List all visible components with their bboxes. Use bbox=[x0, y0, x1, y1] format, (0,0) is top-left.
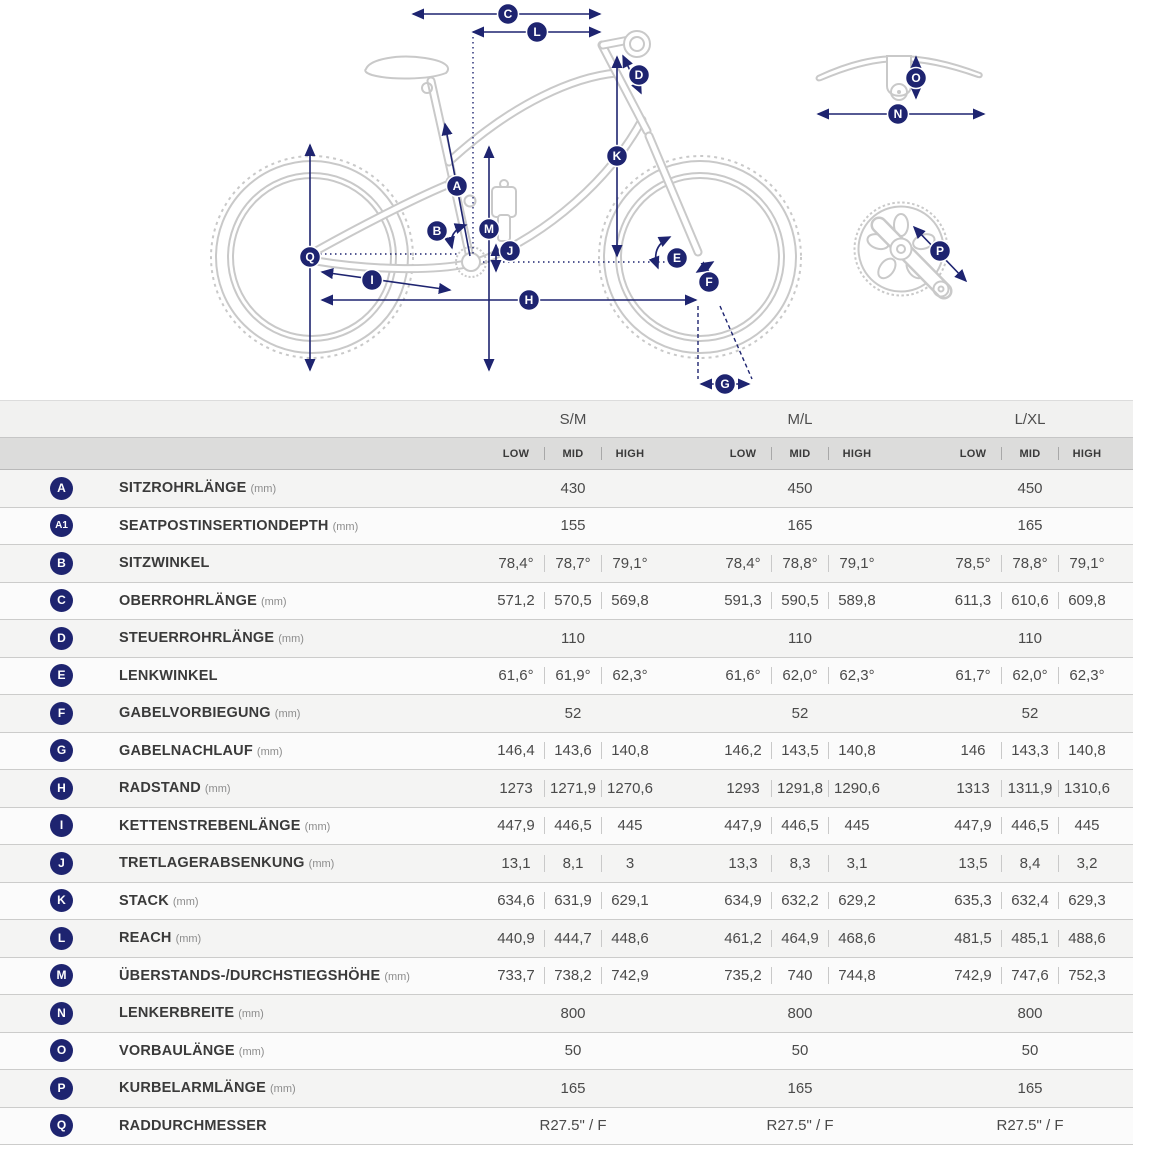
cell-value: 165 bbox=[560, 1079, 586, 1097]
cell-value: 1273 bbox=[499, 779, 533, 797]
svg-text:Q: Q bbox=[305, 250, 315, 264]
cell-value: 8,3 bbox=[789, 854, 811, 872]
cell-value: 446,5 bbox=[554, 817, 592, 835]
cell-value: 78,5° bbox=[955, 554, 991, 572]
row-badge: O bbox=[50, 1039, 73, 1062]
badge-i bbox=[362, 270, 383, 291]
cell-value: 571,2 bbox=[497, 592, 535, 610]
badge-g bbox=[715, 374, 736, 395]
row-badge: G bbox=[50, 739, 73, 762]
cell-value: 733,7 bbox=[497, 967, 535, 985]
cell-value: 485,1 bbox=[1011, 929, 1049, 947]
cell-value: R27.5" / F bbox=[766, 1117, 834, 1135]
cell-value: 140,8 bbox=[838, 742, 876, 760]
table-row bbox=[0, 583, 1133, 621]
cell-value: 62,3° bbox=[839, 667, 875, 685]
cell-value: R27.5" / F bbox=[996, 1117, 1064, 1135]
cell-value: 740 bbox=[787, 967, 813, 985]
row-label: GABELNACHLAUF bbox=[119, 742, 253, 759]
row-label: STEUERROHRLÄNGE bbox=[119, 630, 275, 647]
table-row bbox=[0, 770, 1133, 808]
row-badge: I bbox=[50, 814, 73, 837]
svg-text:I: I bbox=[370, 273, 374, 287]
handlebar-grip bbox=[624, 31, 650, 57]
cell-value: 8,4 bbox=[1019, 854, 1041, 872]
setting-header: HIGH bbox=[1072, 447, 1102, 460]
cell-value: 1290,6 bbox=[834, 779, 880, 797]
table-row bbox=[0, 845, 1133, 883]
cell-value: 1311,9 bbox=[1007, 779, 1053, 797]
badge-o bbox=[906, 68, 927, 89]
badge-e bbox=[667, 248, 688, 269]
cell-value: 61,6° bbox=[498, 667, 534, 685]
cell-value: 611,3 bbox=[954, 592, 992, 610]
row-label: LENKWINKEL bbox=[119, 667, 218, 684]
cell-value: 800 bbox=[787, 1004, 813, 1022]
badge-b bbox=[427, 221, 448, 242]
cell-value: 742,9 bbox=[611, 967, 649, 985]
row-label: SITZWINKEL bbox=[119, 555, 210, 572]
cell-value: 50 bbox=[791, 1042, 809, 1060]
cell-value: 446,5 bbox=[781, 817, 819, 835]
cell-value: 464,9 bbox=[781, 929, 819, 947]
steering-axis-dashed-line bbox=[720, 306, 752, 379]
cell-value: 631,9 bbox=[554, 892, 592, 910]
table-row bbox=[0, 920, 1133, 958]
table-row bbox=[0, 883, 1133, 921]
cell-value: 629,3 bbox=[1068, 892, 1106, 910]
cell-value: 1271,9 bbox=[550, 779, 596, 797]
cell-value: 444,7 bbox=[554, 929, 592, 947]
cell-value: 570,5 bbox=[554, 592, 592, 610]
cell-value: 3 bbox=[625, 854, 635, 872]
cell-value: 52 bbox=[1021, 704, 1039, 722]
row-unit: (mm) bbox=[256, 745, 283, 758]
row-unit: (mm) bbox=[384, 970, 410, 983]
setting-header: MID bbox=[1019, 447, 1041, 460]
cell-value: 78,4° bbox=[498, 554, 534, 572]
cell-value: 1313 bbox=[956, 779, 990, 797]
row-badge: A bbox=[50, 477, 73, 500]
row-unit: (mm) bbox=[238, 1045, 265, 1058]
row-unit: (mm) bbox=[278, 633, 304, 646]
badge-j bbox=[500, 241, 521, 262]
table-row bbox=[0, 658, 1133, 696]
cell-value: 1291,8 bbox=[777, 779, 823, 797]
badge-d bbox=[629, 65, 650, 86]
geometry-table bbox=[0, 400, 1133, 1145]
cell-value: 78,7° bbox=[555, 554, 591, 572]
table-row bbox=[0, 808, 1133, 846]
table-row bbox=[0, 470, 1133, 508]
cell-value: 146 bbox=[960, 742, 986, 760]
cell-value: 143,3 bbox=[1011, 742, 1049, 760]
cell-value: 3,1 bbox=[846, 854, 868, 872]
svg-text:C: C bbox=[503, 7, 513, 21]
cell-value: 79,1° bbox=[839, 554, 875, 572]
setting-header: HIGH bbox=[615, 447, 645, 460]
cell-value: 635,3 bbox=[954, 892, 992, 910]
badge-k bbox=[607, 146, 628, 167]
cell-value: 450 bbox=[1017, 479, 1043, 497]
badge-l bbox=[527, 22, 548, 43]
badge-m bbox=[479, 219, 500, 240]
table-row bbox=[0, 995, 1133, 1033]
setting-header: LOW bbox=[959, 447, 987, 460]
setting-header: MID bbox=[562, 447, 584, 460]
cell-value: 52 bbox=[564, 704, 582, 722]
cell-value: 110 bbox=[561, 629, 585, 647]
row-label: VORBAULÄNGE bbox=[119, 1042, 235, 1059]
svg-text:A: A bbox=[452, 179, 462, 193]
row-badge: D bbox=[50, 627, 73, 650]
svg-text:G: G bbox=[720, 377, 730, 391]
cell-value: 448,6 bbox=[611, 929, 649, 947]
cell-value: 735,2 bbox=[724, 967, 762, 985]
badge-a bbox=[447, 176, 468, 197]
row-label: RADSTAND bbox=[119, 780, 201, 797]
cell-value: 800 bbox=[560, 1004, 586, 1022]
row-badge: L bbox=[50, 927, 73, 950]
cell-value: 13,5 bbox=[958, 854, 988, 872]
row-badge: F bbox=[50, 702, 73, 725]
cell-value: 78,4° bbox=[725, 554, 761, 572]
cell-value: 79,1° bbox=[1069, 554, 1105, 572]
cell-value: 447,9 bbox=[954, 817, 992, 835]
row-label: LENKERBREITE bbox=[119, 1005, 235, 1022]
cell-value: 634,6 bbox=[497, 892, 535, 910]
cell-value: 590,5 bbox=[781, 592, 819, 610]
svg-text:P: P bbox=[935, 244, 945, 258]
cell-value: 446,5 bbox=[1011, 817, 1049, 835]
row-label: RADDURCHMESSER bbox=[119, 1117, 267, 1134]
badge-f bbox=[699, 272, 720, 293]
cell-value: 632,4 bbox=[1011, 892, 1049, 910]
row-badge: M bbox=[50, 964, 73, 987]
svg-text:K: K bbox=[612, 149, 622, 163]
table-header-sizes bbox=[0, 400, 1133, 437]
row-badge: J bbox=[50, 852, 73, 875]
cell-value: 50 bbox=[564, 1042, 582, 1060]
row-unit: (mm) bbox=[308, 858, 335, 871]
setting-header: LOW bbox=[502, 447, 530, 460]
bike-geometry-svg bbox=[0, 0, 1153, 400]
cell-value: 61,7° bbox=[955, 667, 991, 685]
cell-value: 629,2 bbox=[838, 892, 876, 910]
cell-value: 609,8 bbox=[1068, 592, 1106, 610]
row-badge: Q bbox=[50, 1114, 73, 1137]
cell-value: 61,9° bbox=[555, 667, 591, 685]
cell-value: 447,9 bbox=[724, 817, 762, 835]
table-row bbox=[0, 958, 1133, 996]
cell-value: 445 bbox=[844, 817, 870, 835]
cell-value: 430 bbox=[560, 479, 586, 497]
svg-text:F: F bbox=[705, 275, 713, 289]
row-label: KURBELARMLÄNGE bbox=[119, 1080, 266, 1097]
handlebar-top-view bbox=[817, 56, 982, 100]
row-unit: (mm) bbox=[270, 1083, 296, 1096]
row-unit: (mm) bbox=[260, 595, 287, 608]
cell-value: 62,3° bbox=[612, 667, 648, 685]
cell-value: 461,2 bbox=[724, 929, 762, 947]
table-row bbox=[0, 1033, 1133, 1071]
dimension-arrow-f bbox=[697, 262, 713, 272]
row-unit: (mm) bbox=[304, 820, 331, 833]
badge-p bbox=[930, 241, 951, 262]
cell-value: 143,5 bbox=[781, 742, 819, 760]
cell-value: 13,1 bbox=[501, 854, 531, 872]
row-unit: (mm) bbox=[172, 895, 199, 908]
cell-value: 13,3 bbox=[728, 854, 758, 872]
cell-value: 52 bbox=[791, 704, 809, 722]
badge-c bbox=[498, 4, 519, 25]
cell-value: 629,1 bbox=[611, 892, 649, 910]
cell-value: 110 bbox=[788, 629, 812, 647]
size-header: M/L bbox=[787, 410, 813, 428]
table-row bbox=[0, 695, 1133, 733]
row-label: KETTENSTREBENLÄNGE bbox=[119, 817, 301, 834]
cell-value: 79,1° bbox=[612, 554, 648, 572]
table-row bbox=[0, 508, 1133, 546]
svg-text:H: H bbox=[524, 293, 534, 307]
badge-q bbox=[300, 247, 321, 268]
row-label: SEATPOSTINSERTIONDEPTH bbox=[119, 517, 329, 534]
row-unit: (mm) bbox=[250, 483, 277, 496]
cell-value: 62,0° bbox=[1012, 667, 1048, 685]
svg-text:L: L bbox=[533, 25, 541, 39]
row-badge: K bbox=[50, 889, 73, 912]
table-row bbox=[0, 1070, 1133, 1108]
cell-value: 61,6° bbox=[725, 667, 761, 685]
cell-value: 569,8 bbox=[611, 592, 649, 610]
row-unit: (mm) bbox=[332, 520, 359, 533]
cell-value: 62,3° bbox=[1069, 667, 1105, 685]
table-row bbox=[0, 545, 1133, 583]
cell-value: 488,6 bbox=[1068, 929, 1106, 947]
cell-value: 468,6 bbox=[838, 929, 876, 947]
row-label: STACK bbox=[119, 892, 169, 909]
cell-value: 165 bbox=[1017, 1079, 1043, 1097]
cell-value: 445 bbox=[1074, 817, 1100, 835]
svg-text:M: M bbox=[484, 222, 494, 236]
row-badge: H bbox=[50, 777, 73, 800]
cell-value: 481,5 bbox=[954, 929, 992, 947]
svg-text:D: D bbox=[634, 68, 644, 82]
row-unit: (mm) bbox=[238, 1008, 264, 1021]
cell-value: 1310,6 bbox=[1064, 779, 1110, 797]
size-header: L/XL bbox=[1014, 410, 1046, 428]
cell-value: 447,9 bbox=[497, 817, 535, 835]
cell-value: 140,8 bbox=[1068, 742, 1106, 760]
cell-value: 440,9 bbox=[497, 929, 535, 947]
row-label: OBERROHRLÄNGE bbox=[119, 592, 257, 609]
cell-value: 1270,6 bbox=[607, 779, 653, 797]
cell-value: 78,8° bbox=[1012, 554, 1048, 572]
table-row bbox=[0, 733, 1133, 771]
cell-value: 738,2 bbox=[554, 967, 592, 985]
cell-value: 445 bbox=[617, 817, 643, 835]
cell-value: 752,3 bbox=[1068, 967, 1106, 985]
cell-value: 800 bbox=[1017, 1004, 1043, 1022]
row-label: ÜBERSTANDS-/DURCHSTIEGSHÖHE bbox=[119, 967, 381, 984]
bike-geometry-diagram bbox=[0, 0, 1153, 400]
row-unit: (mm) bbox=[274, 708, 301, 721]
cell-value: 747,6 bbox=[1011, 967, 1049, 985]
row-unit: (mm) bbox=[204, 783, 231, 796]
cell-value: 62,0° bbox=[782, 667, 818, 685]
setting-header: HIGH bbox=[842, 447, 872, 460]
cell-value: 146,4 bbox=[497, 742, 535, 760]
cell-value: 634,9 bbox=[724, 892, 762, 910]
cell-value: 610,6 bbox=[1011, 592, 1049, 610]
cell-value: 589,8 bbox=[838, 592, 876, 610]
row-badge: E bbox=[50, 664, 73, 687]
row-badge: P bbox=[50, 1077, 73, 1100]
cell-value: 632,2 bbox=[781, 892, 819, 910]
row-label: REACH bbox=[119, 930, 172, 947]
cell-value: 110 bbox=[1018, 629, 1042, 647]
cell-value: 165 bbox=[787, 1079, 813, 1097]
cell-value: 78,8° bbox=[782, 554, 818, 572]
cell-value: 450 bbox=[787, 479, 813, 497]
cell-value: 165 bbox=[1017, 517, 1043, 535]
front-wheel bbox=[599, 156, 801, 358]
cell-value: 8,1 bbox=[562, 854, 584, 872]
cell-value: 3,2 bbox=[1076, 854, 1098, 872]
row-label: TRETLAGERABSENKUNG bbox=[119, 855, 305, 872]
cell-value: 155 bbox=[560, 517, 586, 535]
setting-header: MID bbox=[789, 447, 811, 460]
svg-text:E: E bbox=[672, 251, 682, 265]
row-badge: C bbox=[50, 589, 73, 612]
cell-value: 744,8 bbox=[838, 967, 876, 985]
cell-value: 165 bbox=[787, 517, 813, 535]
cell-value: 50 bbox=[1021, 1042, 1039, 1060]
row-badge: B bbox=[50, 552, 73, 575]
cell-value: 146,2 bbox=[724, 742, 762, 760]
table-row bbox=[0, 1108, 1133, 1146]
cell-value: 591,3 bbox=[724, 592, 762, 610]
svg-text:B: B bbox=[432, 224, 442, 238]
cell-value: 1293 bbox=[726, 779, 760, 797]
cell-value: 143,6 bbox=[554, 742, 592, 760]
table-header-settings bbox=[0, 437, 1133, 470]
size-header: S/M bbox=[559, 410, 587, 428]
badge-h bbox=[519, 290, 540, 311]
row-badge: N bbox=[50, 1002, 73, 1025]
row-unit: (mm) bbox=[175, 933, 202, 946]
cell-value: 742,9 bbox=[954, 967, 992, 985]
cell-value: R27.5" / F bbox=[539, 1117, 607, 1135]
row-label: GABELVORBIEGUNG bbox=[119, 705, 271, 722]
table-row bbox=[0, 620, 1133, 658]
setting-header: LOW bbox=[729, 447, 757, 460]
row-label: SITZROHRLÄNGE bbox=[119, 480, 247, 497]
row-badge: A1 bbox=[50, 514, 73, 537]
svg-text:N: N bbox=[893, 107, 903, 121]
svg-text:O: O bbox=[911, 71, 921, 85]
cell-value: 140,8 bbox=[611, 742, 649, 760]
badge-n bbox=[888, 104, 909, 125]
svg-text:J: J bbox=[506, 244, 514, 258]
